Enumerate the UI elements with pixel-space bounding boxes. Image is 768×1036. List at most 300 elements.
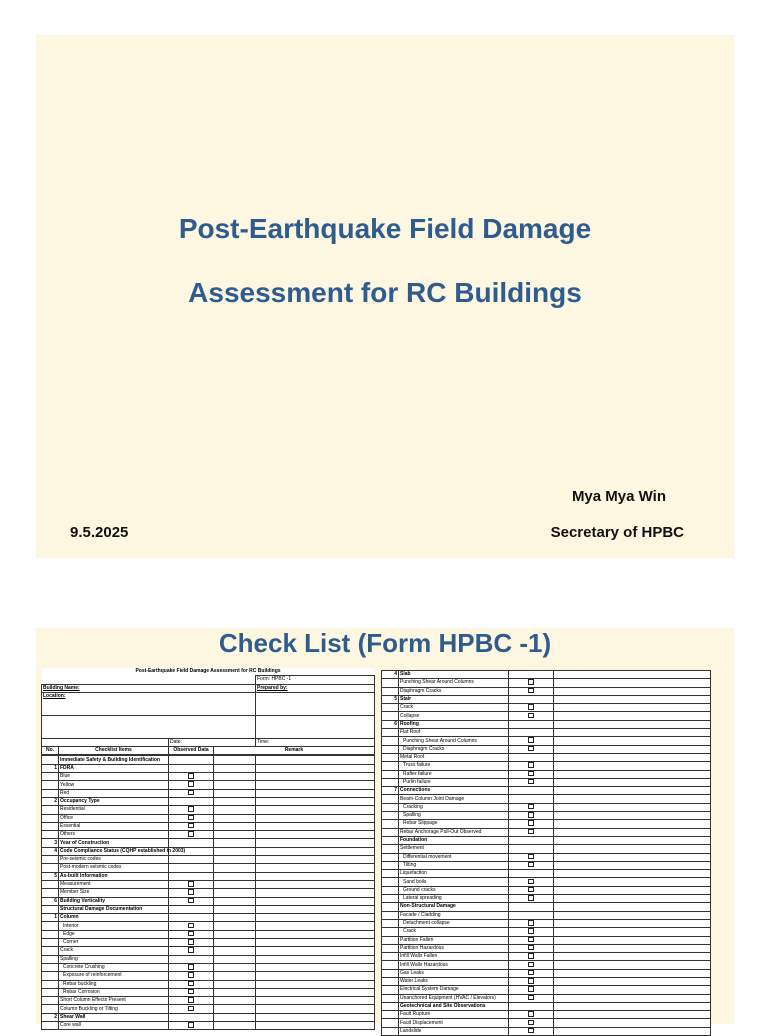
- remark-cell[interactable]: [214, 897, 256, 905]
- observed-cell: [509, 836, 554, 844]
- observed-cell: [509, 679, 554, 687]
- row-label: Beam-Column Joint Damage: [399, 795, 509, 803]
- observed-cell: [169, 756, 214, 764]
- remark-cell[interactable]: [554, 836, 711, 844]
- row-number: [42, 831, 59, 839]
- observed-cell: [169, 914, 214, 922]
- row-number: [42, 1021, 59, 1029]
- observed-cell: [509, 944, 554, 952]
- observed-checkbox[interactable]: [188, 1022, 194, 1028]
- observed-checkbox[interactable]: [188, 989, 194, 995]
- remark-cell[interactable]: [256, 1021, 375, 1029]
- row-number: [382, 911, 399, 919]
- remark-cell[interactable]: [554, 1027, 711, 1035]
- row-number: [382, 870, 399, 878]
- remark-cell[interactable]: [214, 1021, 256, 1029]
- remark-cell[interactable]: [554, 911, 711, 919]
- row-number: [382, 895, 399, 903]
- observed-cell: [509, 729, 554, 737]
- checklist-row: [382, 953, 711, 961]
- remark-cell[interactable]: [256, 781, 375, 789]
- observed-checkbox[interactable]: [528, 779, 534, 785]
- row-label: Infill Walls Hazardous: [399, 961, 509, 969]
- row-label: Residential: [59, 806, 169, 814]
- observed-checkbox[interactable]: [528, 895, 534, 901]
- observed-checkbox[interactable]: [188, 881, 194, 887]
- observed-checkbox[interactable]: [528, 986, 534, 992]
- row-number: [382, 919, 399, 927]
- observed-checkbox[interactable]: [528, 854, 534, 860]
- row-number: [42, 880, 59, 888]
- observed-checkbox[interactable]: [528, 879, 534, 885]
- remark-cell[interactable]: [214, 922, 256, 930]
- checklist-row: [42, 955, 375, 963]
- remark-cell[interactable]: [554, 778, 711, 786]
- checklist-row: [382, 778, 711, 786]
- remark-cell[interactable]: [554, 679, 711, 687]
- observed-cell: [509, 903, 554, 911]
- observed-checkbox[interactable]: [528, 820, 534, 826]
- observed-checkbox[interactable]: [528, 804, 534, 810]
- row-number: [382, 770, 399, 778]
- remark-cell[interactable]: [256, 905, 375, 913]
- remark-cell[interactable]: [554, 895, 711, 903]
- row-label: Occupancy Type: [59, 797, 169, 805]
- remark-cell[interactable]: [256, 864, 375, 872]
- observed-checkbox[interactable]: [528, 995, 534, 1001]
- observed-checkbox[interactable]: [188, 939, 194, 945]
- remark-cell[interactable]: [554, 795, 711, 803]
- observed-checkbox[interactable]: [528, 771, 534, 777]
- remark-cell[interactable]: [256, 806, 375, 814]
- remark-cell[interactable]: [256, 872, 375, 880]
- remark-cell[interactable]: [554, 953, 711, 961]
- remark-cell[interactable]: [214, 947, 256, 955]
- remark-cell[interactable]: [256, 789, 375, 797]
- remark-cell[interactable]: [214, 839, 256, 847]
- row-label: Member Size: [59, 889, 169, 897]
- remark-cell[interactable]: [214, 997, 256, 1005]
- observed-checkbox[interactable]: [528, 762, 534, 768]
- observed-checkbox[interactable]: [188, 923, 194, 929]
- observed-cell: [509, 753, 554, 761]
- remark-cell[interactable]: [554, 1019, 711, 1027]
- row-label: Metal Roof: [399, 753, 509, 761]
- checklist-row: [42, 781, 375, 789]
- observed-checkbox[interactable]: [528, 1028, 534, 1034]
- remark-cell[interactable]: [214, 1005, 256, 1013]
- row-number: [382, 828, 399, 836]
- observed-cell: [509, 969, 554, 977]
- remark-cell[interactable]: [256, 889, 375, 897]
- remark-cell[interactable]: [554, 1011, 711, 1019]
- row-number: [42, 980, 59, 988]
- checklist-row: [42, 847, 375, 855]
- remark-cell[interactable]: [256, 997, 375, 1005]
- remark-cell[interactable]: [214, 856, 256, 864]
- checklist-row: [382, 671, 711, 679]
- observed-cell: [169, 955, 214, 963]
- observed-cell: [509, 1011, 554, 1019]
- observed-checkbox[interactable]: [188, 889, 194, 895]
- observed-checkbox[interactable]: [528, 920, 534, 926]
- row-label: Settlement: [399, 845, 509, 853]
- remark-cell[interactable]: [256, 856, 375, 864]
- remark-cell[interactable]: [214, 822, 256, 830]
- remark-cell[interactable]: [256, 947, 375, 955]
- form-number-label: Form: HPBC -1: [256, 676, 375, 684]
- remark-cell[interactable]: [214, 773, 256, 781]
- observed-cell: [169, 1021, 214, 1029]
- row-label: Liquefaction: [399, 870, 509, 878]
- remark-cell[interactable]: [256, 955, 375, 963]
- row-label: Post-modern seismic codes: [59, 864, 169, 872]
- remark-cell[interactable]: [214, 864, 256, 872]
- remark-cell[interactable]: [256, 980, 375, 988]
- observed-checkbox[interactable]: [188, 823, 194, 829]
- remark-cell[interactable]: [214, 988, 256, 996]
- remark-cell[interactable]: [554, 770, 711, 778]
- observed-cell: [509, 911, 554, 919]
- remark-cell[interactable]: [554, 687, 711, 695]
- row-label: Truss failure: [399, 762, 509, 770]
- checklist-row: [382, 695, 711, 703]
- row-number: [382, 1002, 399, 1010]
- checklist-row: [382, 986, 711, 994]
- observed-checkbox[interactable]: [188, 781, 194, 787]
- remark-cell[interactable]: [256, 822, 375, 830]
- remark-cell[interactable]: [256, 797, 375, 805]
- row-label: Immediate Safety & Building Identification: [59, 756, 169, 764]
- observed-checkbox[interactable]: [188, 815, 194, 821]
- remark-cell[interactable]: [256, 972, 375, 980]
- row-label: Diaphragm Cracks: [399, 687, 509, 695]
- row-label: Exposure of reinforcement: [59, 972, 169, 980]
- remark-cell[interactable]: [554, 928, 711, 936]
- row-label: Punching Shear Around Columns: [399, 679, 509, 687]
- row-number: [42, 905, 59, 913]
- row-label: Building Verticality: [59, 897, 169, 905]
- row-label: Partition Hazardous: [399, 944, 509, 952]
- row-number: 5: [382, 695, 399, 703]
- remark-cell[interactable]: [554, 969, 711, 977]
- observed-checkbox[interactable]: [528, 928, 534, 934]
- row-label: Structural Damage Documentation: [59, 905, 169, 913]
- presentation-date: 9.5.2025: [70, 524, 129, 541]
- observed-checkbox[interactable]: [188, 964, 194, 970]
- remark-cell[interactable]: [214, 831, 256, 839]
- remark-cell[interactable]: [256, 764, 375, 772]
- remark-cell[interactable]: [554, 977, 711, 985]
- remark-cell[interactable]: [214, 1013, 256, 1021]
- observed-cell: [509, 828, 554, 836]
- remark-cell[interactable]: [214, 781, 256, 789]
- remark-cell[interactable]: [554, 861, 711, 869]
- row-number: [42, 856, 59, 864]
- remark-cell[interactable]: [256, 1005, 375, 1013]
- row-number: [382, 762, 399, 770]
- row-number: [382, 778, 399, 786]
- observed-checkbox[interactable]: [528, 688, 534, 694]
- remark-cell[interactable]: [554, 720, 711, 728]
- row-label: Facade / Cladding: [399, 911, 509, 919]
- observed-cell: [169, 930, 214, 938]
- row-number: [382, 1019, 399, 1027]
- remark-cell[interactable]: [256, 756, 375, 764]
- remark-cell[interactable]: [214, 905, 256, 913]
- observed-cell: [169, 972, 214, 980]
- observed-cell: [509, 853, 554, 861]
- remark-cell[interactable]: [214, 789, 256, 797]
- row-label: Spalling: [59, 955, 169, 963]
- observed-cell: [509, 928, 554, 936]
- author-role: Secretary of HPBC: [550, 524, 684, 541]
- remark-cell[interactable]: [256, 773, 375, 781]
- observed-cell: [509, 870, 554, 878]
- remark-cell[interactable]: [214, 980, 256, 988]
- observed-checkbox[interactable]: [188, 1006, 194, 1012]
- remark-cell[interactable]: [554, 853, 711, 861]
- observed-checkbox[interactable]: [188, 773, 194, 779]
- row-number: 6: [42, 897, 59, 905]
- remark-cell[interactable]: [256, 847, 375, 855]
- observed-checkbox[interactable]: [188, 831, 194, 837]
- observed-cell: [169, 773, 214, 781]
- remark-cell[interactable]: [554, 729, 711, 737]
- checklist-row: [382, 753, 711, 761]
- observed-checkbox[interactable]: [528, 970, 534, 976]
- remark-cell[interactable]: [214, 914, 256, 922]
- remark-cell[interactable]: [214, 872, 256, 880]
- remark-cell[interactable]: [554, 712, 711, 720]
- remark-cell[interactable]: [256, 814, 375, 822]
- remark-cell[interactable]: [554, 919, 711, 927]
- row-label: Differential movement: [399, 853, 509, 861]
- checklist-row: [382, 762, 711, 770]
- remark-cell[interactable]: [554, 671, 711, 679]
- row-number: [42, 814, 59, 822]
- row-number: [42, 972, 59, 980]
- remark-cell[interactable]: [554, 745, 711, 753]
- row-label: Foundation: [399, 836, 509, 844]
- observed-checkbox[interactable]: [188, 997, 194, 1003]
- checklist-row: [42, 864, 375, 872]
- remark-cell[interactable]: [554, 737, 711, 745]
- remark-cell[interactable]: [554, 994, 711, 1002]
- remark-cell[interactable]: [554, 886, 711, 894]
- location-field[interactable]: [42, 715, 256, 738]
- observed-checkbox[interactable]: [188, 981, 194, 987]
- remark-cell[interactable]: [554, 812, 711, 820]
- observed-checkbox[interactable]: [528, 945, 534, 951]
- remark-cell[interactable]: [554, 961, 711, 969]
- remark-cell[interactable]: [554, 828, 711, 836]
- observed-checkbox[interactable]: [528, 812, 534, 818]
- remark-cell[interactable]: [214, 764, 256, 772]
- observed-checkbox[interactable]: [188, 931, 194, 937]
- remark-cell[interactable]: [554, 803, 711, 811]
- observed-checkbox[interactable]: [528, 962, 534, 968]
- remark-cell[interactable]: [554, 1002, 711, 1010]
- observed-checkbox[interactable]: [528, 704, 534, 710]
- remark-cell[interactable]: [256, 914, 375, 922]
- checklist-row: [382, 687, 711, 695]
- row-label: Corner: [59, 939, 169, 947]
- remark-cell[interactable]: [554, 986, 711, 994]
- row-number: 2: [42, 1013, 59, 1021]
- remark-cell[interactable]: [214, 756, 256, 764]
- remark-cell[interactable]: [214, 955, 256, 963]
- checklist-row: [382, 787, 711, 795]
- remark-cell[interactable]: [554, 944, 711, 952]
- observed-checkbox[interactable]: [528, 953, 534, 959]
- remark-cell[interactable]: [554, 787, 711, 795]
- remark-cell[interactable]: [554, 704, 711, 712]
- remark-cell[interactable]: [554, 870, 711, 878]
- row-label: Rebar Anchorage Pull-Out Observed: [399, 828, 509, 836]
- form-heading: Post-Earthquake Field Damage Assessment for RC Buildings: [135, 668, 281, 675]
- prepared-by-field[interactable]: [256, 692, 375, 715]
- row-number: [382, 969, 399, 977]
- remark-cell[interactable]: [554, 753, 711, 761]
- observed-cell: [169, 980, 214, 988]
- remark-cell[interactable]: [554, 762, 711, 770]
- observed-checkbox[interactable]: [528, 829, 534, 835]
- time-label: Time:: [256, 738, 375, 746]
- observed-checkbox[interactable]: [528, 737, 534, 743]
- row-number: [42, 930, 59, 938]
- row-number: [382, 928, 399, 936]
- checklist-row: [42, 939, 375, 947]
- remark-cell[interactable]: [554, 820, 711, 828]
- observed-cell: [509, 936, 554, 944]
- remark-cell[interactable]: [214, 847, 256, 855]
- observed-cell: [509, 986, 554, 994]
- observed-cell: [169, 864, 214, 872]
- observed-cell: [509, 671, 554, 679]
- observed-cell: [169, 988, 214, 996]
- row-label: Sand boils: [399, 878, 509, 886]
- checklist-row: [382, 895, 711, 903]
- observed-cell: [169, 889, 214, 897]
- checklist-row: [42, 1005, 375, 1013]
- observed-checkbox[interactable]: [188, 947, 194, 953]
- remark-cell[interactable]: [554, 845, 711, 853]
- remark-cell[interactable]: [214, 814, 256, 822]
- row-label: Cracking: [399, 803, 509, 811]
- remark-cell[interactable]: [214, 880, 256, 888]
- observed-cell: [169, 947, 214, 955]
- observed-checkbox[interactable]: [528, 1011, 534, 1017]
- observed-cell: [509, 795, 554, 803]
- observed-checkbox[interactable]: [528, 937, 534, 943]
- row-label: Blue: [59, 773, 169, 781]
- observed-checkbox[interactable]: [528, 978, 534, 984]
- remark-cell[interactable]: [256, 880, 375, 888]
- remark-cell[interactable]: [214, 797, 256, 805]
- remark-cell[interactable]: [256, 963, 375, 971]
- remark-cell[interactable]: [256, 922, 375, 930]
- checklist-row: [382, 729, 711, 737]
- remark-cell[interactable]: [256, 930, 375, 938]
- remark-cell[interactable]: [554, 878, 711, 886]
- row-number: [42, 806, 59, 814]
- row-label: Lateral spreading: [399, 895, 509, 903]
- row-label: Column Buckling or Tilting: [59, 1005, 169, 1013]
- observed-checkbox[interactable]: [528, 713, 534, 719]
- observed-cell: [169, 905, 214, 913]
- remark-cell[interactable]: [256, 988, 375, 996]
- row-label: Water Leaks: [399, 977, 509, 985]
- checklist-row: [382, 870, 711, 878]
- checklist-row: [42, 831, 375, 839]
- observed-checkbox[interactable]: [188, 972, 194, 978]
- checklist-row: [382, 961, 711, 969]
- row-label: Punching Shear Around Columns: [399, 737, 509, 745]
- remark-cell[interactable]: [214, 972, 256, 980]
- row-label: Purlin failure: [399, 778, 509, 786]
- remark-cell[interactable]: [554, 936, 711, 944]
- remark-cell[interactable]: [256, 939, 375, 947]
- row-number: [382, 977, 399, 985]
- remark-cell[interactable]: [256, 897, 375, 905]
- checklist-row: [382, 977, 711, 985]
- row-label: FDRA: [59, 764, 169, 772]
- row-number: 3: [42, 839, 59, 847]
- observed-checkbox[interactable]: [528, 862, 534, 868]
- observed-checkbox[interactable]: [528, 679, 534, 685]
- row-number: [42, 1005, 59, 1013]
- checklist-row: [382, 836, 711, 844]
- row-number: 4: [42, 847, 59, 855]
- observed-checkbox[interactable]: [188, 806, 194, 812]
- remark-cell[interactable]: [214, 939, 256, 947]
- observed-checkbox[interactable]: [528, 887, 534, 893]
- remark-cell[interactable]: [554, 903, 711, 911]
- observed-cell: [169, 997, 214, 1005]
- remark-cell[interactable]: [214, 930, 256, 938]
- row-number: [42, 947, 59, 955]
- observed-checkbox[interactable]: [528, 1020, 534, 1026]
- remark-cell[interactable]: [554, 695, 711, 703]
- observed-checkbox[interactable]: [188, 898, 194, 904]
- remark-cell[interactable]: [214, 889, 256, 897]
- remark-cell[interactable]: [214, 806, 256, 814]
- checklist-form-right: [381, 670, 711, 1034]
- row-number: [382, 712, 399, 720]
- row-label: Essential: [59, 822, 169, 830]
- remark-cell[interactable]: [256, 831, 375, 839]
- slide-title-line-2: Assessment for RC Buildings: [188, 277, 582, 308]
- observed-cell: [509, 1019, 554, 1027]
- row-number: [42, 988, 59, 996]
- remark-cell[interactable]: [256, 839, 375, 847]
- observed-checkbox[interactable]: [528, 746, 534, 752]
- remark-cell[interactable]: [214, 963, 256, 971]
- remark-cell[interactable]: [256, 1013, 375, 1021]
- observed-cell: [169, 939, 214, 947]
- observed-checkbox[interactable]: [188, 790, 194, 796]
- checklist-row: [42, 897, 375, 905]
- checklist-row: [382, 1002, 711, 1010]
- checklist-row: [382, 820, 711, 828]
- observed-cell: [509, 812, 554, 820]
- checklist-row: [382, 994, 711, 1002]
- row-number: 6: [382, 720, 399, 728]
- row-number: [382, 836, 399, 844]
- checklist-row: [382, 936, 711, 944]
- row-number: [42, 997, 59, 1005]
